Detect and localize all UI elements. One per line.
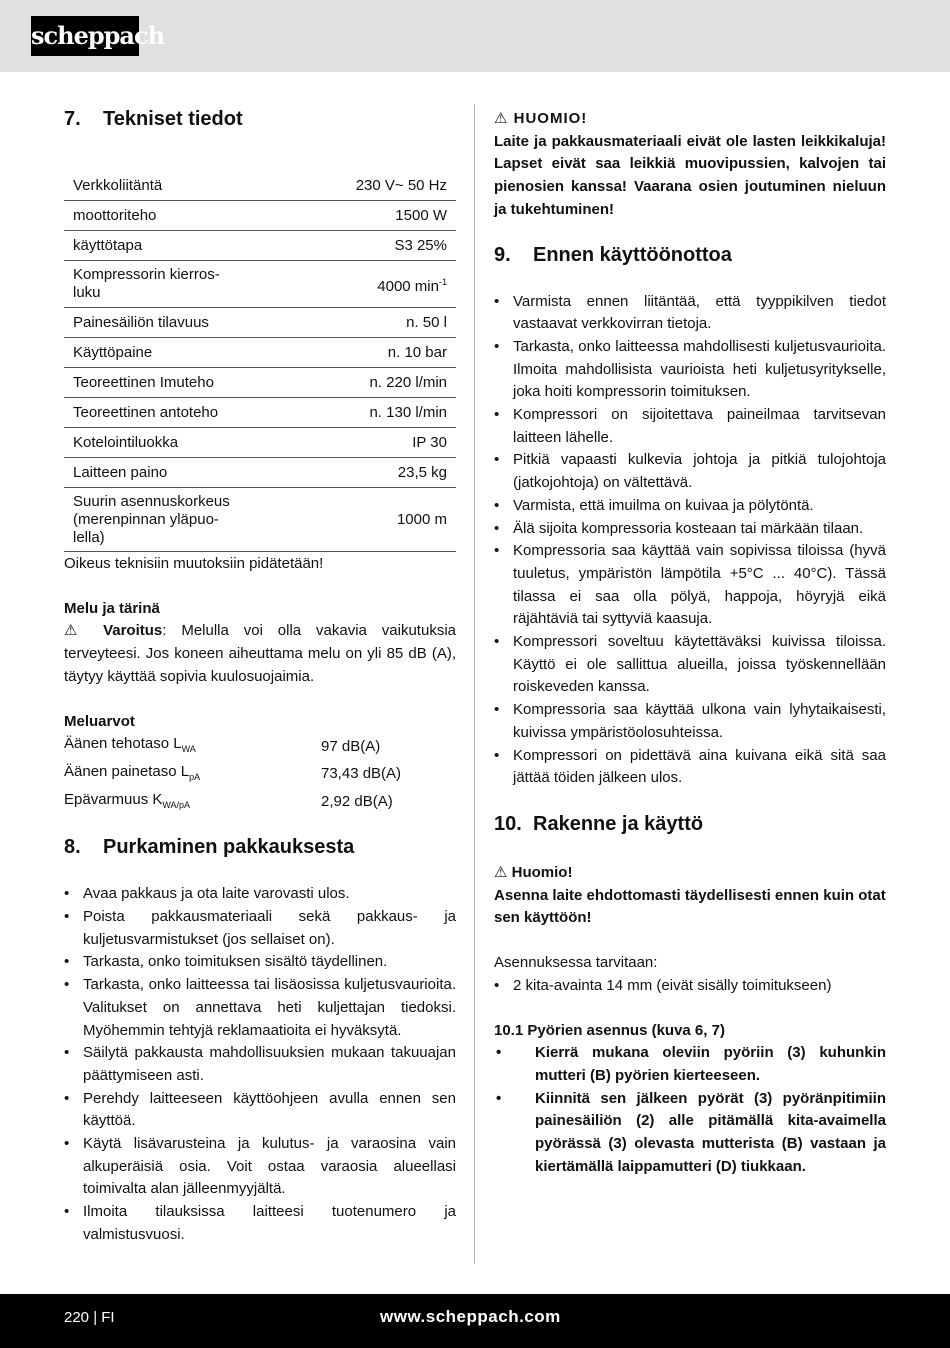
list-item: • Tarkasta, onko laitteessa tai lisäosissa kuljetusvaurioita. Valitukset on annettava heti kuljettajan tiedoksi. Myöhemmin tehtyjä reklamaatioita ei hyväksytä. <box>64 974 456 1042</box>
spec-row <box>64 231 456 261</box>
page-number: 220 | FI <box>64 1309 115 1326</box>
list-item: • Kierrä mukana oleviin pyöriin (3) kuhunkin mutteri (B) pyörien kierteeseen. <box>494 1042 886 1087</box>
list-item: • Varmista ennen liitäntää, että tyyppikilven tiedot vastaavat verkkovirran tietoja. <box>494 291 886 336</box>
list-item: • Kiinnitä sen jälkeen pyörät (3) pyöränpitimiin painesäiliön (2) alle pitämällä kita-avaimella pyörässä (3) olevasta mutterista (B) vastaan ja kiertämällä laippamutteri (D) tiukkaan. <box>494 1088 886 1179</box>
warning-icon: ⚠ <box>494 863 508 881</box>
spec-label: Kompressorin kierros-luku <box>64 261 252 308</box>
warning-text: : Melulla voi olla vakavia vaikutuksia terveyteesi. Jos koneen aiheuttama melu on yli 85 dB (A), täytyy käyttää sopivia kuulosuojaimia. <box>64 622 456 685</box>
scheppach-logo: scheppach <box>31 16 139 56</box>
noise-row <box>64 761 456 789</box>
noise-values-heading: Meluarvot <box>64 712 135 730</box>
noise-value: 2,92 dB(A) <box>321 793 393 811</box>
spec-row <box>64 458 456 488</box>
list-item: • Kompressori on pidettävä aina kuivana eikä sitä saa jättää töiden jälkeen ulos. <box>494 745 886 790</box>
spec-value: n. 10 bar <box>252 338 456 368</box>
list-item: • Avaa pakkaus ja ota laite varovasti ulos. <box>64 883 456 906</box>
column-divider <box>474 104 475 1264</box>
list-item: • Kompressoria saa käyttää vain sopivissa tiloissa (hyvä tuuletus, ympäristön lämpötila +5°C ... 40°C). Tässä tilassa ei saa olla pölyä, happoja, höyryjä eikä räjähtäviä tai syttyviä kaasuja. <box>494 540 886 631</box>
spec-value: 23,5 kg <box>252 458 456 488</box>
website-link[interactable]: www.scheppach.com <box>380 1307 561 1326</box>
subsection-10-1-title: 10.1 Pyörien asennus (kuva 6, 7) <box>494 1021 725 1039</box>
unpacking-list <box>64 883 456 1246</box>
noise-label: Epävarmuus $K_{WA/pA}$ <box>64 790 191 810</box>
noise-value: 97 dB(A) <box>321 737 381 755</box>
warning-icon: ⚠ <box>64 622 89 640</box>
spec-row <box>64 428 456 458</box>
wheel-assembly-list <box>494 1042 886 1178</box>
spec-row <box>64 488 456 552</box>
spec-note: Oikeus teknisiin muutoksiin pidätetään! <box>64 555 324 572</box>
list-item: • Kompressori on sijoitettava paineilmaa tarvitsevan laitteen lähelle. <box>494 404 886 449</box>
list-item: • Varmista, että imuilma on kuivaa ja pölytöntä. <box>494 495 886 518</box>
spec-value: 230 V~ 50 Hz <box>252 171 456 201</box>
needed-label: Asennuksessa tarvitaan: <box>494 954 658 972</box>
spec-label: Kotelointiluokka <box>64 428 252 458</box>
right-column <box>494 108 886 1178</box>
noise-row <box>64 733 456 761</box>
spec-label: Painesäiliön tilavuus <box>64 308 252 338</box>
section-10-title: 10. Rakenne ja käyttö <box>494 812 704 835</box>
spec-label: käyttötapa <box>64 231 252 261</box>
list-item: • Ilmoita tilauksissa laitteesi tuotenumero ja valmistusvuosi. <box>64 1201 456 1246</box>
warning-label: Varoitus <box>103 622 163 640</box>
spec-label: Käyttöpaine <box>64 338 252 368</box>
header-bar <box>0 0 950 72</box>
spec-value: 1500 W <box>252 201 456 231</box>
spec-value: 1000 m <box>252 488 456 552</box>
list-item: • Tarkasta, onko laitteessa mahdollisesti kuljetusvaurioita. Ilmoita mahdollisista vaurioista heti kuljetusyritykselle, joka hoiti kompressorin toimituksen. <box>494 336 886 404</box>
list-item: • Pitkiä vapaasti kulkevia johtoja ja pitkiä tulojohtoja (jatkojohtoja) on vältettävä. <box>494 449 886 494</box>
spec-value: S3 25% <box>252 231 456 261</box>
spec-row <box>64 201 456 231</box>
noise-warning <box>64 620 456 688</box>
spec-value: n. 220 l/min <box>252 368 456 398</box>
spec-value: n. 130 l/min <box>252 398 456 428</box>
left-column <box>64 105 456 1247</box>
noise-label: Äänen painetaso $L_{pA}$ <box>64 762 201 782</box>
noise-value: 73,43 dB(A) <box>321 765 402 783</box>
list-item: • Perehdy laitteeseen käyttöohjeen avulla ennen sen käyttöä. <box>64 1088 456 1133</box>
spec-label: moottoriteho <box>64 201 252 231</box>
spec-row <box>64 368 456 398</box>
spec-label: Teoreettinen antoteho <box>64 398 252 428</box>
section-10-warning-heading: ⚠ Huomio! <box>494 863 573 881</box>
section-10-warning-text: Asenna laite ehdottomasti täydellisesti ennen kuin otat sen käyttöön! <box>494 886 886 927</box>
spec-value: n. 50 l <box>252 308 456 338</box>
noise-values-table <box>64 733 456 816</box>
section-8-title: 8. Purkaminen pakkauksesta <box>64 836 355 859</box>
list-item: • Älä sijoita kompressoria kosteaan tai märkään tilaan. <box>494 518 886 541</box>
list-item: • Säilytä pakkausta mahdollisuuksien mukaan takuuajan päättymiseen asti. <box>64 1042 456 1087</box>
huomio-text: Laite ja pakkausmateriaali eivät ole lasten leikkikaluja! Lapset eivät saa leikkiä muovipussien, kalvojen tai pienosien kanssa! Vaarana osien joutuminen nieluun ja tukehtuminen! <box>494 132 886 218</box>
section-7-title: 7. Tekniset tiedot <box>64 108 243 130</box>
spec-row <box>64 171 456 201</box>
spec-label: Verkkoliitäntä <box>64 171 252 201</box>
before-use-list <box>494 291 886 790</box>
spec-label: Laitteen paino <box>64 458 252 488</box>
warning-icon: ⚠ <box>494 110 509 127</box>
list-item: • Käytä lisävarusteina ja kulutus- ja varaosina vain alkuperäisiä osia. Voit ostaa varaosia alueellasi toimivalta alan jälleenmyyjältä. <box>64 1133 456 1201</box>
spec-row <box>64 338 456 368</box>
footer-bar <box>0 1294 950 1348</box>
spec-row <box>64 261 456 308</box>
spec-label: Teoreettinen Imuteho <box>64 368 252 398</box>
noise-heading: Melu ja tärinä <box>64 599 160 617</box>
list-item: • Poista pakkausmateriaali sekä pakkaus- ja kuljetusvarmistukset (jos sellaiset on). <box>64 906 456 951</box>
spec-row <box>64 308 456 338</box>
spec-value: 4000 $\min^{-1}$ <box>252 261 456 308</box>
list-item: • 2 kita-avainta 14 mm (eivät sisälly toimitukseen) <box>494 975 886 998</box>
spec-row <box>64 398 456 428</box>
list-item: • Kompressoria saa käyttää ulkona vain lyhytaikaisesti, kuivissa ympäristöolosuhteissa. <box>494 699 886 744</box>
needed-list <box>494 975 886 998</box>
spec-label: Suurin asennuskorkeus (merenpinnan yläpuo-lella) <box>64 488 252 552</box>
section-9-title: 9. Ennen käyttöönottoa <box>494 243 732 266</box>
noise-label: Äänen tehotaso $L_{WA}$ <box>64 735 196 755</box>
huomio-heading: ⚠ HUOMIO! <box>494 110 588 127</box>
spec-table <box>64 171 456 552</box>
list-item: • Kompressori soveltuu käytettäväksi kuivissa tiloissa. Käyttö ei ole sallittua alueilla, joissa työskennellään roiskeveden kanssa. <box>494 631 886 699</box>
noise-row <box>64 789 456 817</box>
spec-value: IP 30 <box>252 428 456 458</box>
list-item: • Tarkasta, onko toimituksen sisältö täydellinen. <box>64 951 456 974</box>
